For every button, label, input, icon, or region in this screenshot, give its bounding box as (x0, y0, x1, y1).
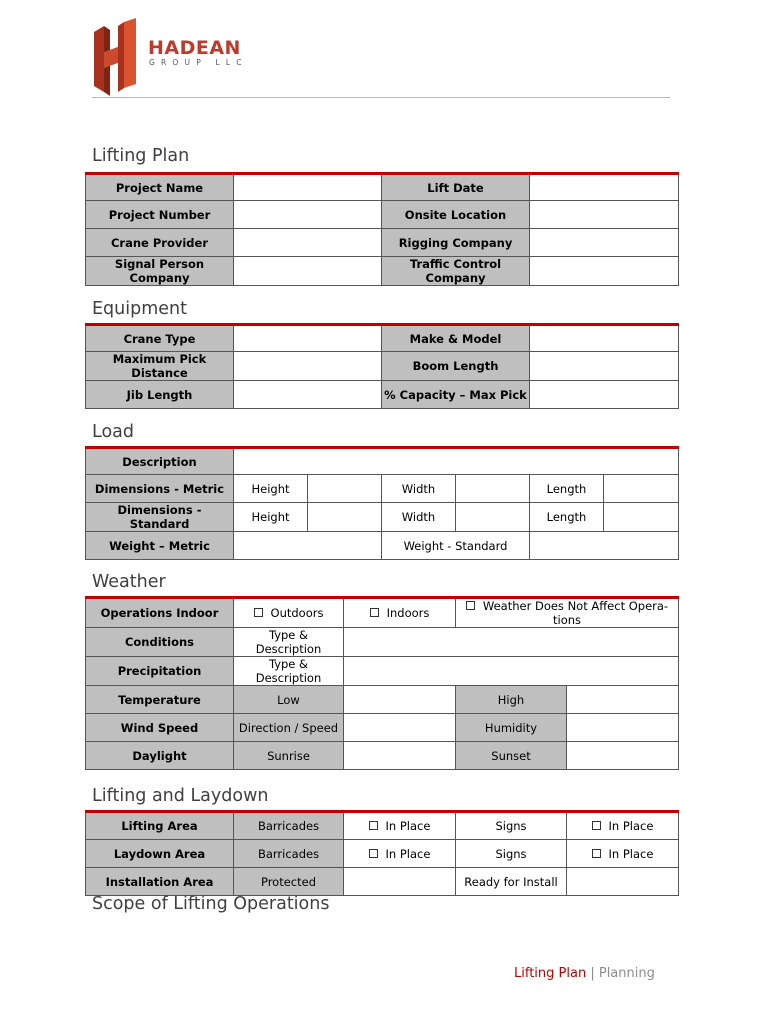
direction-speed-label: Direction / Speed (234, 714, 344, 742)
weight-metric-field[interactable] (234, 532, 382, 560)
capacity-max-pick-field[interactable] (530, 381, 679, 409)
make-model-field[interactable] (530, 325, 679, 352)
crane-provider-label: Crane Provider (86, 229, 234, 257)
traffic-control-field[interactable] (530, 257, 679, 286)
lifting-laydown-title: Lifting and Laydown (92, 786, 269, 806)
company-subtitle: GROUP LLC (149, 58, 248, 67)
laydown-signs-in-place: In Place (608, 846, 654, 861)
lifting-barricades-label: Barricades (234, 812, 344, 840)
temperature-label: Temperature (86, 686, 234, 714)
lifting-signs-checkbox[interactable] (592, 821, 601, 830)
jib-length-field[interactable] (234, 381, 382, 409)
indoors-checkbox[interactable] (370, 608, 379, 617)
dimensions-standard-label: Dimensions - Standard (86, 503, 234, 532)
standard-height-label: Height (234, 503, 308, 532)
conditions-type-label: Type & Description (234, 628, 344, 657)
laydown-barricades-checkbox[interactable] (369, 849, 378, 858)
weather-not-affect-checkbox[interactable] (466, 601, 475, 610)
lifting-barricades-option[interactable] (344, 812, 456, 840)
laydown-signs-option[interactable] (567, 840, 679, 868)
lifting-plan-title: Lifting Plan (92, 146, 190, 166)
lifting-plan-table (85, 172, 679, 286)
laydown-barricades-label: Barricades (234, 840, 344, 868)
standard-width-label: Width (382, 503, 456, 532)
project-number-label: Project Number (86, 201, 234, 229)
project-number-field[interactable] (234, 201, 382, 229)
max-pick-distance-label: Maximum Pick Distance (86, 352, 234, 381)
indoors-option[interactable] (344, 598, 456, 628)
standard-length-field[interactable] (604, 503, 679, 532)
weight-standard-label: Weight - Standard (382, 532, 530, 560)
description-field[interactable] (234, 448, 679, 475)
laydown-barricades-option[interactable] (344, 840, 456, 868)
header-divider (92, 97, 670, 98)
installation-area-label: Installation Area (86, 868, 234, 896)
metric-width-label: Width (382, 475, 456, 503)
indoors-label: Indoors (386, 606, 430, 620)
standard-length-label: Length (530, 503, 604, 532)
footer-doc-name: Lifting Plan (514, 966, 587, 981)
load-title: Load (92, 422, 134, 442)
rigging-company-field[interactable] (530, 229, 679, 257)
weight-metric-label: Weight – Metric (86, 532, 234, 560)
metric-height-field[interactable] (308, 475, 382, 503)
equipment-table (85, 323, 679, 409)
humidity-label: Humidity (456, 714, 567, 742)
rigging-company-label: Rigging Company (382, 229, 530, 257)
precipitation-type-label: Type & Description (234, 657, 344, 686)
humidity-field[interactable] (567, 714, 679, 742)
traffic-control-label: Traffic Control Company (382, 257, 530, 286)
page-footer (514, 966, 655, 981)
low-label: Low (234, 686, 344, 714)
company-wordmark (148, 38, 248, 68)
daylight-label: Daylight (86, 742, 234, 770)
laydown-barricades-in-place: In Place (385, 846, 431, 861)
ready-install-field[interactable] (567, 868, 679, 896)
crane-type-field[interactable] (234, 325, 382, 352)
weather-table (85, 596, 679, 770)
sunrise-field[interactable] (344, 742, 456, 770)
crane-provider-field[interactable] (234, 229, 382, 257)
boom-length-field[interactable] (530, 352, 679, 381)
direction-speed-field[interactable] (344, 714, 456, 742)
lifting-signs-in-place: In Place (608, 819, 654, 833)
lifting-laydown-table (85, 810, 679, 896)
lifting-signs-label: Signs (456, 812, 567, 840)
signal-person-label: Signal Person Company (86, 257, 234, 286)
laydown-signs-label: Signs (456, 840, 567, 868)
lifting-signs-option[interactable] (567, 812, 679, 840)
metric-width-field[interactable] (456, 475, 530, 503)
lifting-area-label: Lifting Area (86, 812, 234, 840)
weather-not-affect-option[interactable] (456, 598, 679, 628)
standard-width-field[interactable] (456, 503, 530, 532)
project-name-label: Project Name (86, 174, 234, 201)
signal-person-field[interactable] (234, 257, 382, 286)
weather-title: Weather (92, 572, 166, 592)
make-model-label: Make & Model (382, 325, 530, 352)
protected-field[interactable] (344, 868, 456, 896)
scope-title: Scope of Lifting Operations (92, 894, 330, 914)
metric-height-label: Height (234, 475, 308, 503)
precipitation-field[interactable] (344, 657, 679, 686)
sunset-field[interactable] (567, 742, 679, 770)
onsite-location-field[interactable] (530, 201, 679, 229)
project-name-field[interactable] (234, 174, 382, 201)
weight-standard-field[interactable] (530, 532, 679, 560)
crane-type-label: Crane Type (86, 325, 234, 352)
boom-length-label: Boom Length (382, 352, 530, 381)
outdoors-checkbox[interactable] (254, 608, 263, 617)
lift-date-field[interactable] (530, 174, 679, 201)
lifting-barricades-in-place: In Place (385, 819, 431, 833)
capacity-max-pick-label: % Capacity – Max Pick (382, 381, 530, 409)
company-name: HADEAN (148, 37, 241, 59)
jib-length-label: Jib Length (86, 381, 234, 409)
outdoors-option[interactable] (234, 598, 344, 628)
load-table (85, 446, 679, 560)
precipitation-label: Precipitation (86, 657, 234, 686)
ready-install-label: Ready for Install (456, 868, 567, 896)
laydown-signs-checkbox[interactable] (592, 849, 601, 858)
weather-not-affect-label: Weather Does Not Affect Opera- tions (482, 599, 669, 627)
description-label: Description (86, 448, 234, 475)
wind-speed-label: Wind Speed (86, 714, 234, 742)
dimensions-metric-label: Dimensions - Metric (86, 475, 234, 503)
protected-label: Protected (234, 868, 344, 896)
sunrise-label: Sunrise (234, 742, 344, 770)
high-label: High (456, 686, 567, 714)
standard-height-field[interactable] (308, 503, 382, 532)
outdoors-label: Outdoors (270, 606, 324, 620)
metric-length-label: Length (530, 475, 604, 503)
sunset-label: Sunset (456, 742, 567, 770)
low-field[interactable] (344, 686, 456, 714)
lift-date-label: Lift Date (382, 174, 530, 201)
equipment-title: Equipment (92, 299, 187, 319)
conditions-label: Conditions (86, 628, 234, 657)
laydown-area-label: Laydown Area (86, 840, 234, 868)
footer-section: Planning (598, 966, 655, 981)
onsite-location-label: Onsite Location (382, 201, 530, 229)
high-field[interactable] (567, 686, 679, 714)
conditions-field[interactable] (344, 628, 679, 657)
metric-length-field[interactable] (604, 475, 679, 503)
max-pick-distance-field[interactable] (234, 352, 382, 381)
operations-indoor-label: Operations Indoor (86, 598, 234, 628)
footer-separator: | (586, 966, 599, 981)
lifting-barricades-checkbox[interactable] (369, 821, 378, 830)
